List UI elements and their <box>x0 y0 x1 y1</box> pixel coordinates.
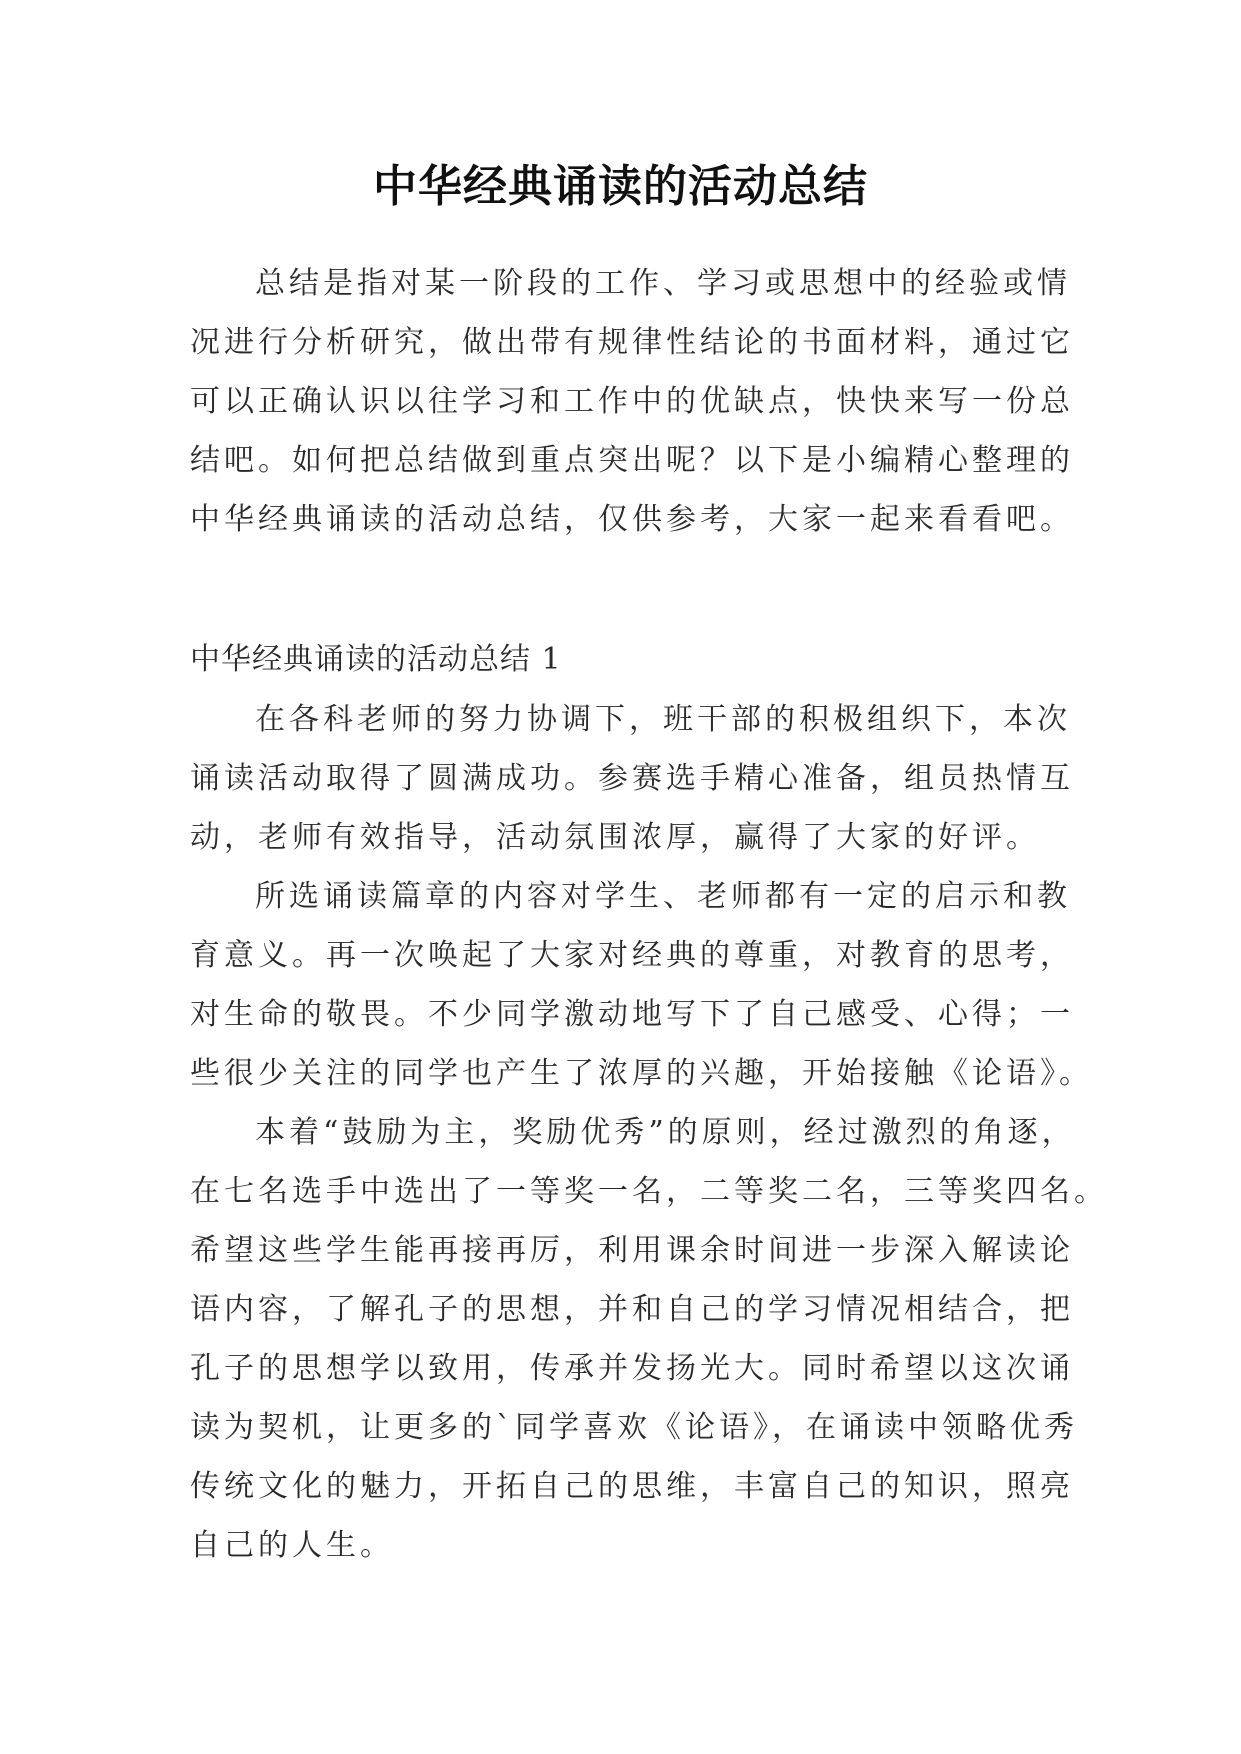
paragraph-line: 在七名选手中选出了一等奖一名，二等奖二名，三等奖四名。 <box>190 1174 1108 1209</box>
paragraph-line: 本着“鼓励为主，奖励优秀”的原则，经过激烈的角逐， <box>255 1115 1076 1150</box>
paragraph-line: 所选诵读篇章的内容对学生、老师都有一定的启示和教 <box>255 879 1071 914</box>
paragraph-line: 希望这些学生能再接再厉，利用课余时间进一步深入解读论 <box>190 1233 1074 1268</box>
paragraph-line: 读为契机，让更多的`同学喜欢《论语》，在诵读中领略优秀 <box>190 1410 1078 1445</box>
paragraph-line: 对生命的敬畏。不少同学激动地写下了自己感受、心得；一 <box>190 997 1074 1032</box>
paragraph-line: 自己的人生。 <box>190 1528 394 1563</box>
paragraph-line: 诵读活动取得了圆满成功。参赛选手精心准备，组员热情互 <box>190 761 1074 796</box>
paragraph-line: 孔子的思想学以致用，传承并发扬光大。同时希望以这次诵 <box>190 1351 1074 1386</box>
intro-line: 总结是指对某一阶段的工作、学习或思想中的经验或情 <box>255 266 1071 301</box>
intro-line: 况进行分析研究，做出带有规律性结论的书面材料，通过它 <box>190 325 1074 360</box>
document-title: 中华经典诵读的活动总结 <box>373 161 868 212</box>
intro-line: 中华经典诵读的活动总结，仅供参考，大家一起来看看吧。 <box>190 502 1074 537</box>
paragraph-line: 在各科老师的努力协调下，班干部的积极组织下，本次 <box>255 702 1071 737</box>
intro-line: 结吧。如何把总结做到重点突出呢？以下是小编精心整理的 <box>190 443 1074 478</box>
intro-line: 可以正确认识以往学习和工作中的优缺点，快快来写一份总 <box>190 384 1074 419</box>
paragraph-line: 些很少关注的同学也产生了浓厚的兴趣，开始接触《论语》。 <box>190 1056 1093 1091</box>
paragraph-line: 育意义。再一次唤起了大家对经典的尊重，对教育的思考， <box>190 938 1074 973</box>
paragraph-line: 语内容，了解孔子的思想，并和自己的学习情况相结合，把 <box>190 1292 1074 1327</box>
paragraph-line: 动，老师有效指导，活动氛围浓厚，赢得了大家的好评。 <box>190 820 1040 855</box>
section-heading: 中华经典诵读的活动总结 1 <box>190 642 562 677</box>
paragraph-line: 传统文化的魅力，开拓自己的思维，丰富自己的知识，照亮 <box>190 1469 1074 1504</box>
